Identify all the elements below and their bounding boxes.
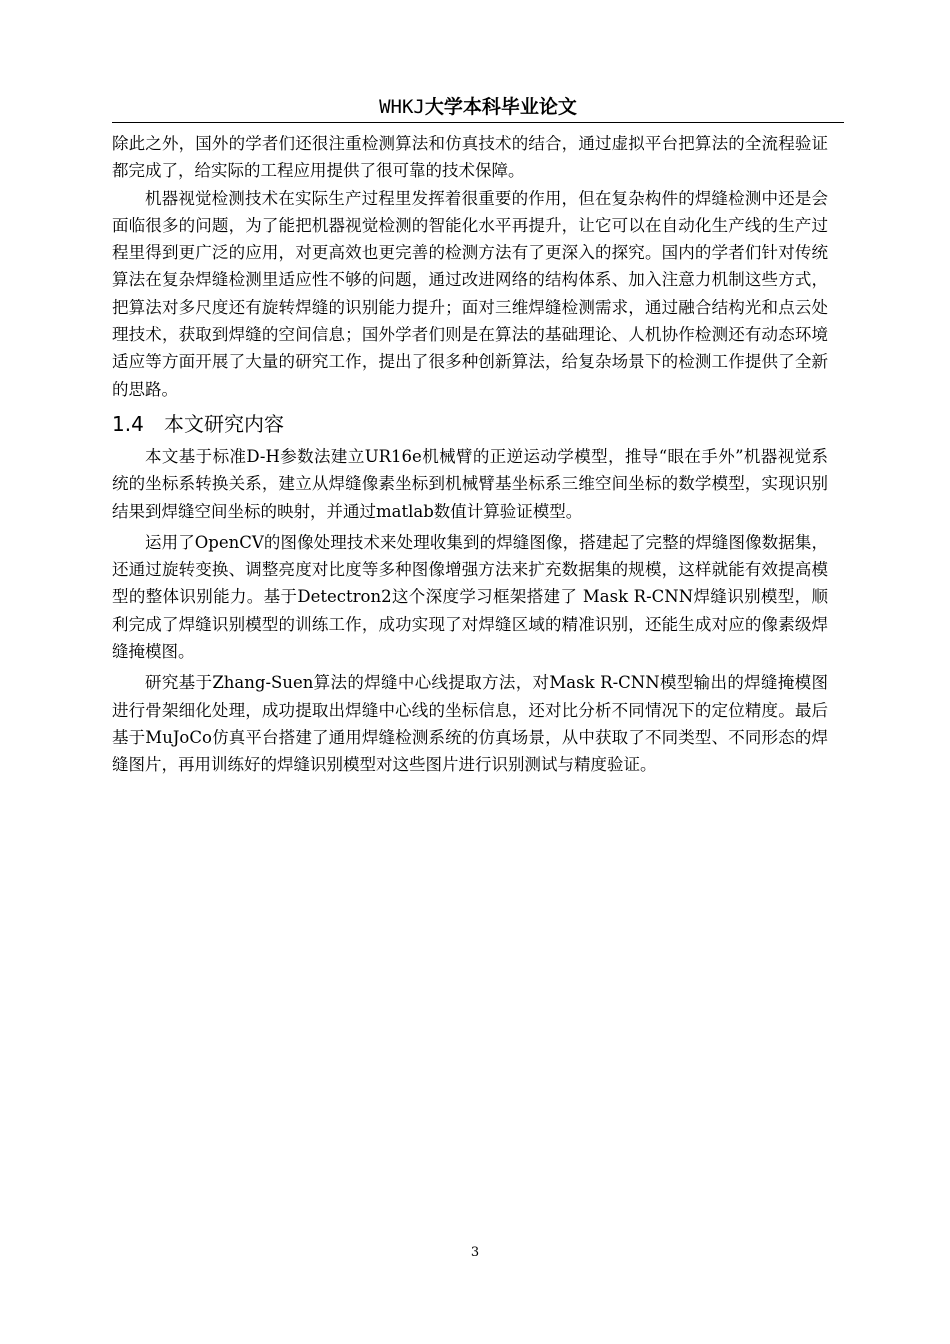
- paragraph-continuation: 除此之外，国外的学者们还很注重检测算法和仿真技术的结合，通过虚拟平台把算法的全流程验证都完成了，给实际的工程应用提供了很可靠的技术保障。: [112, 134, 828, 181]
- section-heading: [112, 408, 828, 440]
- header-title: 大学本科毕业论文: [424, 96, 577, 118]
- paragraph-centerline: 研究基于Zhang-Suen算法的焊缝中心线提取方法，对Mask R-CNN模型输出的焊缝掩模图进行骨架细化处理，成功提取出焊缝中心线的坐标信息，还对比分析不同情况下的定位精度。最后基于MuJoCo仿真平台搭建了通用焊缝检测系统的仿真场景，从中获取了不同类型、不同形态的焊缝图片，再用训练好的焊缝识别模型对这些图片进行识别测试与精度验证。: [112, 673, 828, 775]
- page-body: [112, 130, 828, 779]
- page-number: 3: [470, 1245, 480, 1260]
- header-abbreviation: WHKJ: [379, 96, 425, 118]
- section-number: 1.4: [112, 411, 144, 436]
- paragraph-machine-vision: 机器视觉检测技术在实际生产过程里发挥着很重要的作用，但在复杂构件的焊缝检测中还是会面临很多的问题，为了能把机器视觉检测的智能化水平再提升，让它可以在自动化生产线的生产过程里得到更广泛的应用，对更高效也更完善的检测方法有了更深入的探究。国内的学者们针对传统算法在复杂焊缝检测里适应性不够的问题，通过改进网络的结构体系、加入注意力机制这些方式，把算法对多尺度还有旋转焊缝的识别能力提升；面对三维焊缝检测需求，通过融合结构光和点云处理技术，获取到焊缝的空间信息；国外学者们则是在算法的基础理论、人机协作检测还有动态环境适应等方面开展了大量的研究工作，提出了很多种创新算法，给复杂场景下的检测工作提供了全新的思路。: [112, 188, 828, 399]
- paragraph-kinematics: 本文基于标准D-H参数法建立UR16e机械臂的正逆运动学模型，推导“眼在手外”机器视觉系统的坐标系转换关系，建立从焊缝像素坐标到机械臂基坐标系三维空间坐标的数学模型，实现识别结果到焊缝空间坐标的映射，并通过matlab数值计算验证模型。: [112, 446, 828, 521]
- section-title: 本文研究内容: [164, 411, 284, 436]
- paragraph-dataset: 运用了OpenCV的图像处理技术来处理收集到的焊缝图像，搭建起了完整的焊缝图像数据集，还通过旋转变换、调整亮度对比度等多种图像增强方法来扩充数据集的规模，这样就能有效提高模型的整体识别能力。基于Detectron2这个深度学习框架搭建了 Mask R-CNN焊缝识别模型，顺利完成了焊缝识别模型的训练工作，成功实现了对焊缝区域的精准识别，还能生成对应的像素级焊缝掩模图。: [112, 532, 828, 662]
- page-header: [112, 92, 844, 123]
